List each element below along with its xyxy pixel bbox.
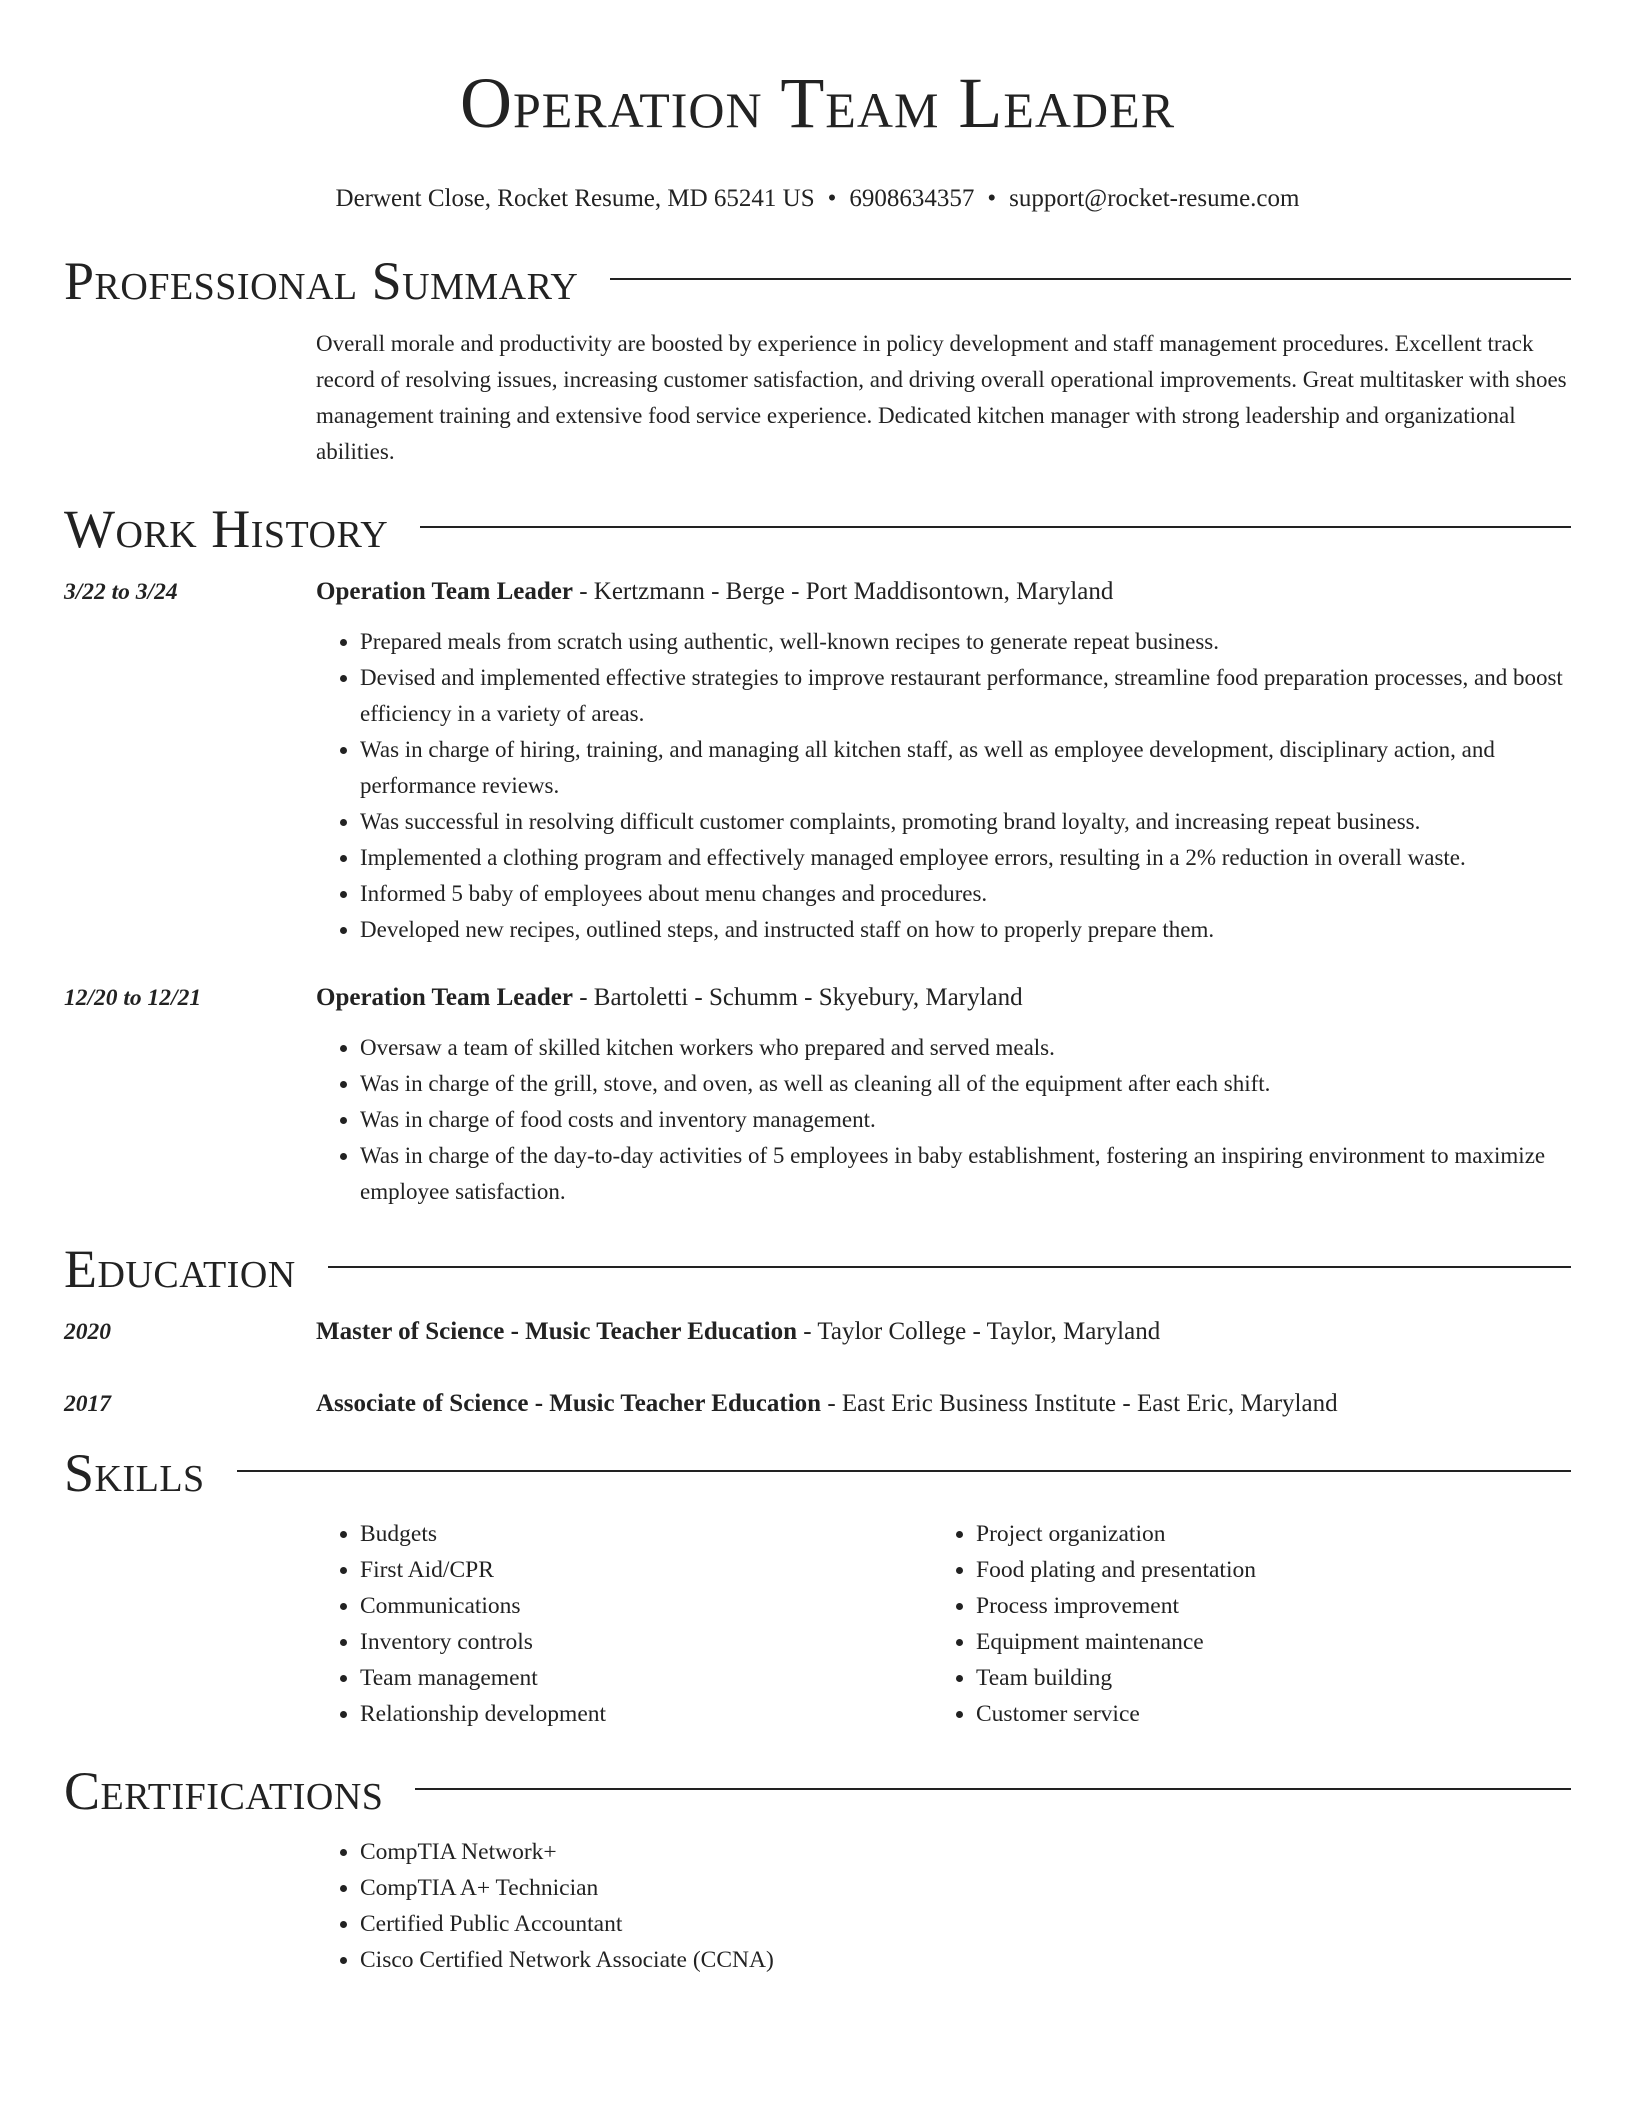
education-year: 2020 (64, 1319, 111, 1345)
summary-section-header (64, 248, 1571, 314)
education-year: 2017 (64, 1391, 111, 1417)
education-heading: Education (64, 1239, 296, 1299)
education-degree: Associate of Science - Music Teacher Education (316, 1390, 822, 1417)
work-heading: Work History (64, 499, 389, 559)
contact-separator: • (987, 185, 997, 212)
list-item: • Was in charge of food costs and inventory management. (360, 1102, 1571, 1138)
job-entry (64, 574, 1571, 948)
list-item: • Communications (360, 1588, 932, 1624)
list-item: • Oversaw a team of skilled kitchen workers who prepared and served meals. (360, 1030, 1571, 1066)
certifications-section-header (64, 1758, 1571, 1824)
education-line (316, 1314, 1571, 1350)
list-item: • Prepared meals from scratch using authentic, well-known recipes to generate repeat business. (360, 624, 1571, 660)
contact-line (64, 182, 1571, 216)
list-item: • CompTIA Network+ (360, 1834, 774, 1870)
candidate-name: Operation Team Leader (459, 63, 1176, 143)
skills-column-right (932, 1516, 1548, 1732)
work-section-header (64, 496, 1571, 562)
contact-address: Derwent Close, Rocket Resume, MD 65241 US (335, 185, 815, 212)
list-item: • Was successful in resolving difficult customer complaints, promoting brand loyalty, and increasing repeat business. (360, 804, 1571, 840)
list-item: • Inventory controls (360, 1624, 932, 1660)
skills-column-left (316, 1516, 932, 1732)
job-dates: 3/22 to 3/24 (64, 579, 178, 605)
list-item: • Certified Public Accountant (360, 1906, 774, 1942)
list-item: • Implemented a clothing program and effectively managed employee errors, resulting in a 2% reduction in overall waste. (360, 840, 1571, 876)
list-item: • Developed new recipes, outlined steps, and instructed staff on how to properly prepare them. (360, 912, 1571, 948)
job-title-line (316, 574, 1571, 610)
skills-heading: Skills (64, 1443, 205, 1503)
list-item: • Budgets (360, 1516, 932, 1552)
list-item: • Team management (360, 1660, 932, 1696)
education-entry (64, 1314, 1571, 1350)
contact-email: support@rocket-resume.com (1009, 185, 1300, 212)
section-divider (610, 278, 1571, 280)
list-item: • Was in charge of the grill, stove, and oven, as well as cleaning all of the equipment after each shift. (360, 1066, 1571, 1102)
list-item: • Project organization (976, 1516, 1548, 1552)
resume-page (64, 0, 1571, 1978)
list-item: • First Aid/CPR (360, 1552, 932, 1588)
list-item: • Devised and implemented effective strategies to improve restaurant performance, streamline food preparation processes, and boost efficiency in a variety of areas. (360, 660, 1571, 732)
contact-separator: • (827, 185, 837, 212)
list-item: • Informed 5 baby of employees about menu changes and procedures. (360, 876, 1571, 912)
list-item: • CompTIA A+ Technician (360, 1870, 774, 1906)
job-title: Operation Team Leader (316, 984, 573, 1011)
section-divider (328, 1266, 1571, 1268)
list-item: • Team building (976, 1660, 1548, 1696)
list-item: • Was in charge of the day-to-day activities of 5 employees in baby establishment, fostering an inspiring environment to maximize employee satisfaction. (360, 1138, 1571, 1210)
section-divider (415, 1788, 1571, 1790)
list-item: • Customer service (976, 1696, 1548, 1732)
summary-heading: Professional Summary (64, 251, 579, 311)
contact-phone: 6908634357 (849, 185, 975, 212)
list-item: • Food plating and presentation (976, 1552, 1548, 1588)
job-title-line (316, 980, 1571, 1016)
list-item: • Equipment maintenance (976, 1624, 1548, 1660)
list-item: • Process improvement (976, 1588, 1548, 1624)
education-line (316, 1386, 1571, 1422)
skills-list (316, 1516, 1571, 1732)
skills-section-header (64, 1440, 1571, 1506)
certifications-list (316, 1834, 1571, 1978)
job-bullets (316, 1030, 1571, 1210)
section-divider (420, 526, 1571, 528)
job-bullets (316, 624, 1571, 948)
education-section-header (64, 1236, 1571, 1302)
summary-text: Overall morale and productivity are boosted by experience in policy development and staff management procedures. Excellent track record of resolving issues, increasing customer satisfaction, and driving overall operational improvements. Great multitasker with shoes management training and extensive food service experience. Dedicated kitchen manager with strong leadership and organizational abilities. (316, 331, 1567, 464)
education-school: - East Eric Business Institute - East Eric, Maryland (821, 1390, 1338, 1417)
section-divider (237, 1470, 1571, 1472)
list-item: • Cisco Certified Network Associate (CCNA) (360, 1942, 774, 1978)
job-employer: - Bartoletti - Schumm - Skyebury, Maryland (572, 984, 1023, 1011)
education-school: - Taylor College - Taylor, Maryland (796, 1318, 1161, 1345)
job-dates: 12/20 to 12/21 (64, 985, 202, 1011)
education-entry (64, 1386, 1571, 1422)
job-title: Operation Team Leader (316, 578, 573, 605)
list-item: • Was in charge of hiring, training, and managing all kitchen staff, as well as employee development, disciplinary action, and performance reviews. (360, 732, 1571, 804)
job-employer: - Kertzmann - Berge - Port Maddisontown, Maryland (572, 578, 1114, 605)
education-degree: Master of Science - Music Teacher Education (316, 1318, 797, 1345)
list-item: • Relationship development (360, 1696, 932, 1732)
job-entry (64, 980, 1571, 1210)
certifications-heading: Certifications (64, 1761, 384, 1821)
certifications-items (316, 1834, 774, 1978)
